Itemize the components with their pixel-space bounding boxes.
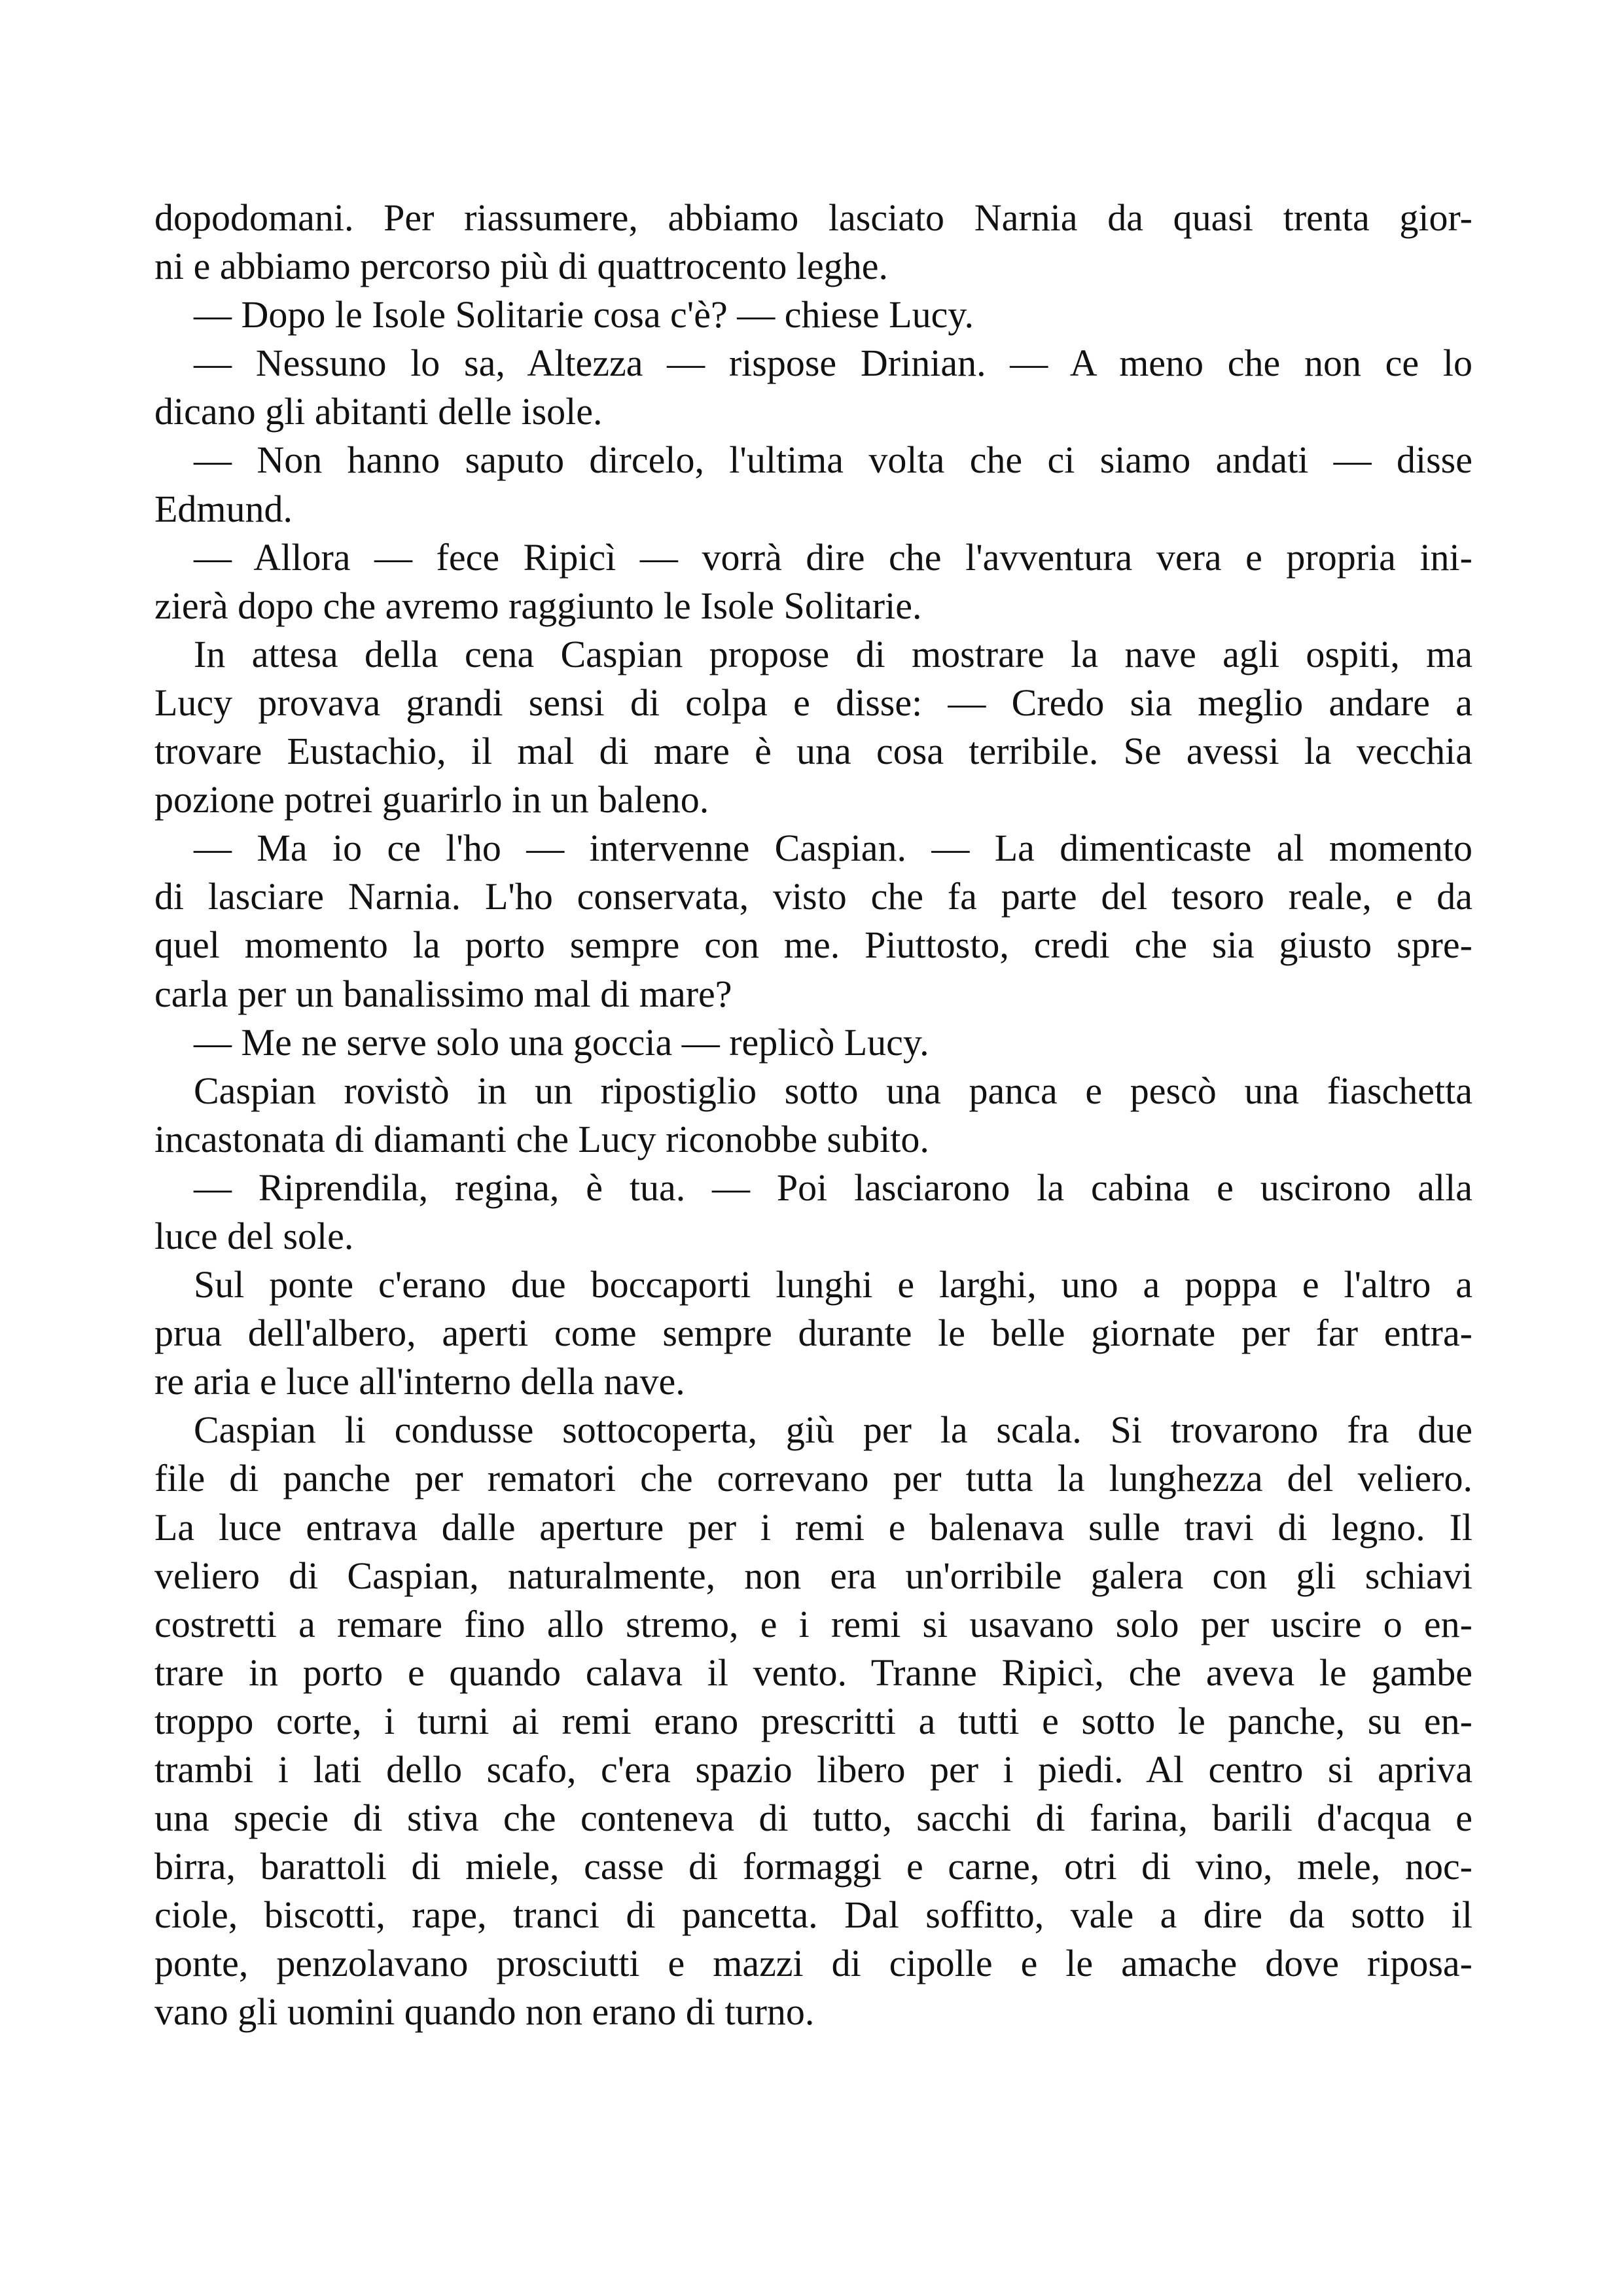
text-line: Caspian rovistò in un ripostiglio sotto una panca e pescò una fiaschetta [194, 1069, 1472, 1112]
text-line: — Riprendila, regina, è tua. — Poi lasciarono la cabina e uscirono alla [194, 1166, 1472, 1209]
text-line: trare in porto e quando calava il vento. Tranne Ripicì, che aveva le gambe [154, 1651, 1472, 1694]
text-line: re aria e luce all'interno della nave. [154, 1360, 685, 1403]
text-line: — Allora — fece Ripicì — vorrà dire che l'avventura vera e propria ini- [194, 535, 1472, 579]
text-line: birra, barattoli di miele, casse di formaggi e carne, otri di vino, mele, noc- [154, 1845, 1472, 1888]
text-line: La luce entrava dalle aperture per i remi e balenava sulle travi di legno. Il [154, 1505, 1472, 1549]
text-line: trovare Eustachio, il mal di mare è una cosa terribile. Se avessi la vecchia [154, 730, 1472, 773]
text-line: incastonata di diamanti che Lucy riconobbe subito. [154, 1117, 929, 1160]
text-line: di lasciare Narnia. L'ho conservata, visto che fa parte del tesoro reale, e da [154, 875, 1472, 918]
text-line: Lucy provava grandi sensi di colpa e disse: — Credo sia meglio andare a [154, 681, 1472, 724]
text-line: troppo corte, i turni ai remi erano prescritti a tutti e sotto le panche, su en- [154, 1699, 1472, 1742]
text-line: ponte, penzolavano prosciutti e mazzi di cipolle e le amache dove riposa- [154, 1942, 1472, 1985]
page-body [154, 194, 1472, 2037]
text-line: Caspian li condusse sottocoperta, giù per la scala. Si trovarono fra due [194, 1408, 1472, 1452]
text-line: zierà dopo che avremo raggiunto le Isole Solitarie. [154, 584, 922, 627]
text-line: dicano gli abitanti delle isole. [154, 390, 603, 433]
text-line: carla per un banalissimo mal di mare? [154, 972, 732, 1015]
text-line: — Ma io ce l'ho — intervenne Caspian. — La dimenticaste al momento [194, 827, 1472, 870]
text-line: dopodomani. Per riassumere, abbiamo lasciato Narnia da quasi trenta gior- [154, 196, 1472, 239]
text-line: — Nessuno lo sa, Altezza — rispose Drinian. — A meno che non ce lo [194, 342, 1472, 385]
text-line: Sul ponte c'erano due boccaporti lunghi e larghi, uno a poppa e l'altro a [194, 1263, 1472, 1306]
text-line: costretti a remare fino allo stremo, e i remi si usavano solo per uscire o en- [154, 1602, 1472, 1645]
text-line: — Dopo le Isole Solitarie cosa c'è? — chiese Lucy. [194, 293, 974, 336]
text-line: In attesa della cena Caspian propose di mostrare la nave agli ospiti, ma [194, 632, 1472, 675]
text-line: trambi i lati dello scafo, c'era spazio libero per i piedi. Al centro si apriva [154, 1748, 1472, 1791]
text-line: veliero di Caspian, naturalmente, non era un'orribile galera con gli schiavi [154, 1554, 1472, 1597]
text-line: luce del sole. [154, 1214, 354, 1257]
text-line: — Me ne serve solo una goccia — replicò Lucy. [194, 1020, 929, 1064]
text-line: ciole, biscotti, rape, tranci di pancetta. Dal soffitto, vale a dire da sotto il [154, 1893, 1472, 1937]
text-line: vano gli uomini quando non erano di turno. [154, 1990, 815, 2034]
text-line: quel momento la porto sempre con me. Piuttosto, credi che sia giusto spre- [154, 924, 1472, 967]
text-line: Edmund. [154, 487, 293, 530]
text-line: ni e abbiamo percorso più di quattrocento leghe. [154, 245, 888, 288]
text-line: pozione potrei guarirlo in un baleno. [154, 778, 709, 821]
text-line: — Non hanno saputo dircelo, l'ultima volta che ci siamo andati — disse [194, 439, 1472, 482]
text-line: prua dell'albero, aperti come sempre durante le belle giornate per far entra- [154, 1312, 1472, 1355]
text-line: file di panche per rematori che correvano per tutta la lunghezza del veliero. [154, 1457, 1472, 1500]
text-line: una specie di stiva che conteneva di tutto, sacchi di farina, barili d'acqua e [154, 1797, 1472, 1840]
